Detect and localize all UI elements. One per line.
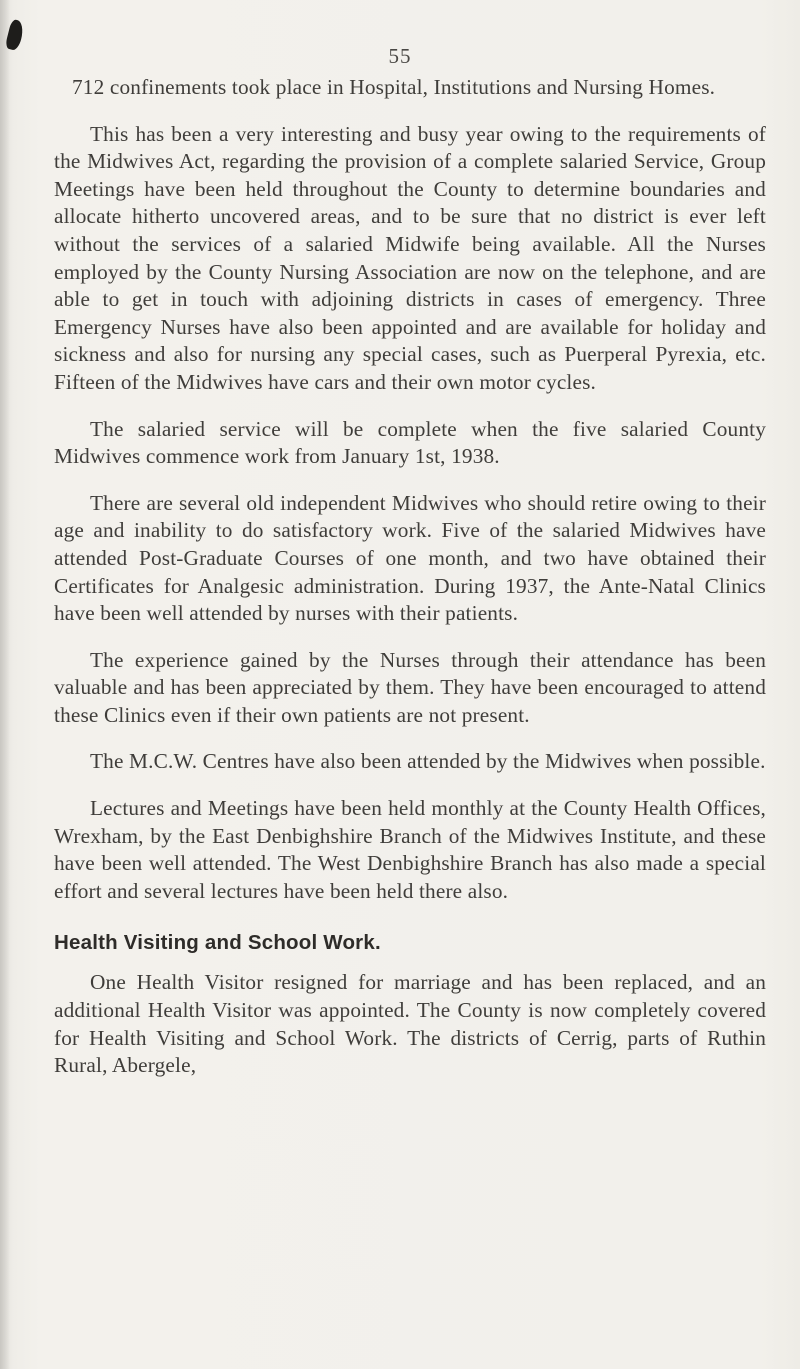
paragraph-health-visitor: One Health Visitor resigned for marriage and has been replaced, and an additional Health Visitor was appointed. The County is now completely covered for Health Visiting and School Work. The districts of Cerrig, parts of Ruthin Rural, Abergele, xyxy=(54,970,766,1078)
paragraph-lectures-meetings: Lectures and Meetings have been held monthly at the County Health Offices, Wrexham, by the East Denbighshire Branch of the Midwives Institute, and these have been well attended. The West Denbighshire Branch has also made a special effort and several lectures have been held there also. xyxy=(54,796,766,903)
section-heading: Health Visiting and School Work. xyxy=(54,931,381,955)
page-number: 55 xyxy=(388,44,412,68)
body-text xyxy=(54,74,766,1080)
paragraph-midwives-act: This has been a very interesting and busy year owing to the requirements of the Midwives Act, regarding the provision of a complete salaried Service, Group Meetings have been held throughout the County to determine boundaries and allocate hitherto uncovered areas, and to be sure that no district is ever left without the services of a salaried Midwife being available. All the Nurses employed by the County Nursing Association are now on the telephone, and are able to get in touch with adjoining districts in cases of emergency. Three Emergency Nurses have also been appointed and are available for holiday and sickness and also for nursing any special cases, such as Puerperal Pyrexia, etc. Fifteen of the Midwives have cars and their own motor cycles. xyxy=(54,121,766,394)
paragraph-clinic-experience: The experience gained by the Nurses through their attendance has been valuable and has been appreciated by them. They have been encouraged to attend these Clinics even if their own patients are not present. xyxy=(54,647,766,727)
paragraph-confinements: 712 confinements took place in Hospital, Institutions and Nursing Homes. xyxy=(72,75,716,99)
paragraph-independent-midwives: There are several old independent Midwives who should retire owing to their age and inability to do satisfactory work. Five of the salaried Midwives have attended Post-Graduate Courses of one month, and two have obtained their Certificates for Analgesic administration. During 1937, the Ante-Natal Clinics have been well attended by nurses with their patients. xyxy=(54,490,766,626)
binding-shadow xyxy=(0,0,10,1369)
paragraph-mcw-centres: The M.C.W. Centres have also been attended by the Midwives when possible. xyxy=(90,749,766,774)
paragraph-salaried-service: The salaried service will be complete when the five salaried County Midwives commence work from January 1st, 1938. xyxy=(54,416,766,469)
